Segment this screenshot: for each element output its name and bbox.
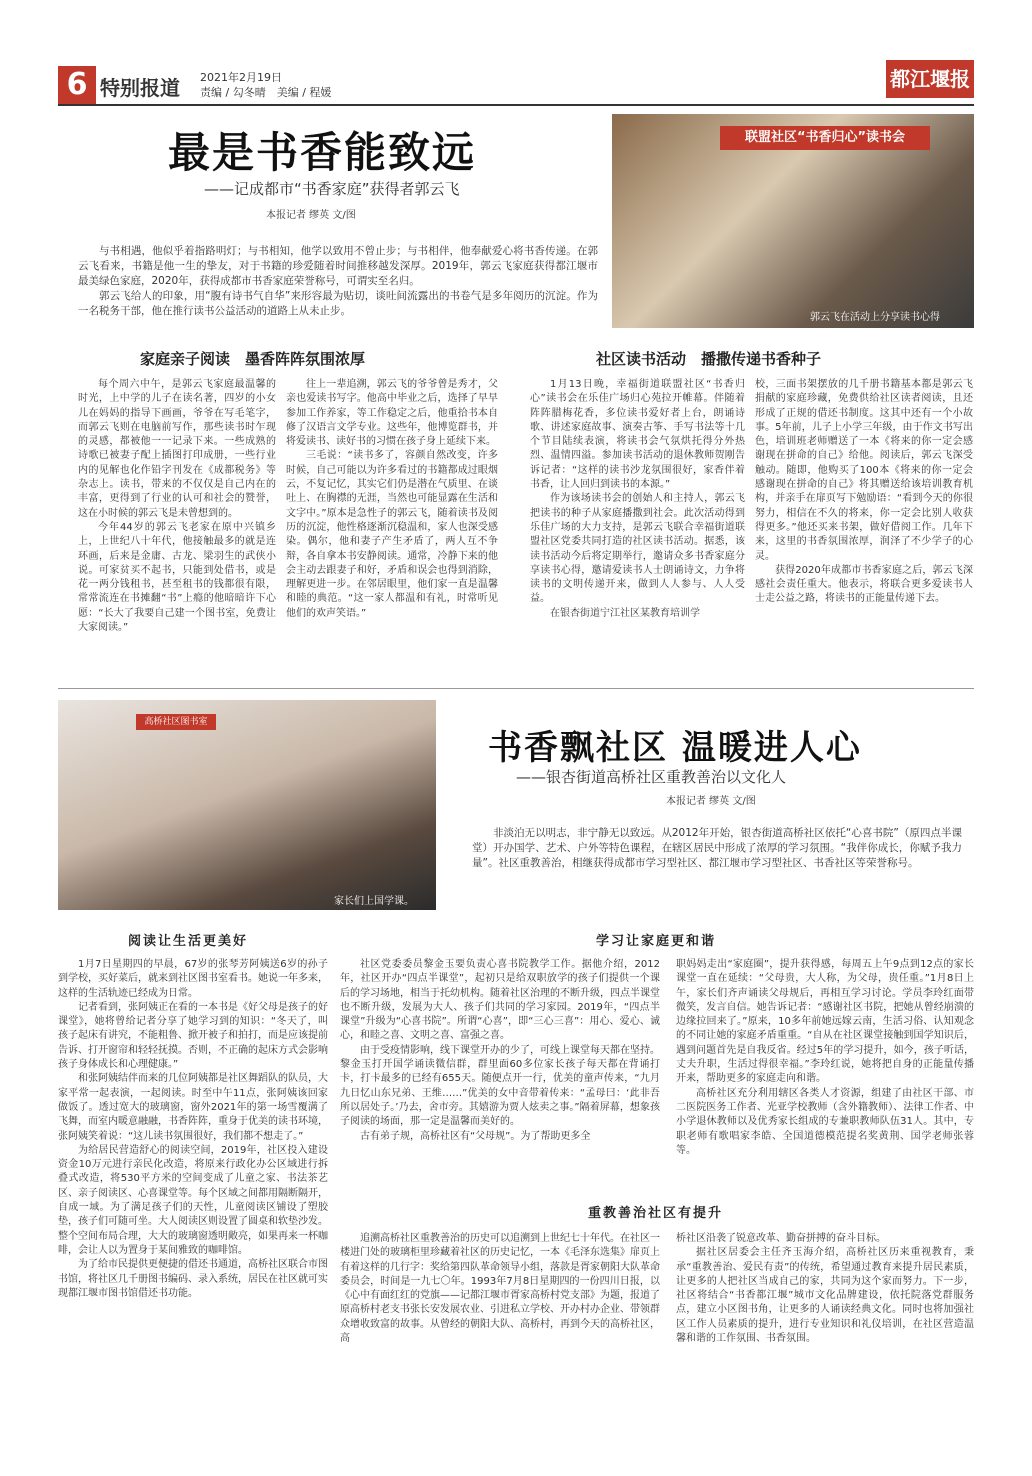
article2-title: 书香飘社区 温暖进人心	[488, 728, 862, 768]
editors: 责编 / 勾冬晴 美编 / 程媛	[200, 86, 332, 99]
paragraph: 和张阿姨结伴而来的几位阿姨都是社区舞蹈队的队员，大家平常一起表演，一起阅读。时至中午11点，张阿姨该回家做饭了。透过宽大的玻璃窗，窗外2021年的第一场雪覆满了飞舞，而室内暖意融融，书香阵阵，重身于优美的读书环境，张阿姨笑着说：“这儿读书氛围很好，我们都不想走了。”	[58, 1073, 328, 1142]
paragraph: 往上一辈追溯，郭云飞的爷爷曾是秀才，父亲也爱读书写字。他高中毕业之后，选择了早早参加工作养家，等工作稳定之后，他重拾书本自修了汉语言文学专业。这些年，他博览群书，并将爱读书、读好书的习惯在孩子身上延续下来。	[286, 379, 498, 448]
paragraph: 每个周六中午，是郭云飞家庭最温馨的时光，上中学的儿子在读名著，四岁的小女儿在妈妈的指导下画画，爷爷在写毛笔字，而郭云飞则在电脑前写作，那些读书时乍现的灵感，都被他一一记录下来。一些成熟的诗歌已被妻子配上插图打印成册，一些行业内的见解也化作铅字刊发在《成都税务》等杂志上。读书，带来的不仅仅是自己内在的丰富，更得到了行业的认可和社会的赞誉，这在小时候的郭云飞是未曾想到的。	[78, 379, 276, 519]
section1-column-2	[286, 378, 498, 678]
article1-photo-caption: 郭云飞在活动上分享读书心得	[810, 312, 940, 323]
sub-b-column-2	[676, 958, 974, 1168]
paragraph: 桥社区沿袭了锐意改革、勤奋拼搏的奋斗目标。	[676, 1233, 886, 1244]
article2-photo-caption: 家长们上国学课。	[334, 896, 414, 907]
section1-column-1	[78, 378, 276, 678]
subheading-c: 重教善治社区有提升	[588, 1206, 724, 1221]
paragraph: 校，三面书架摆放的几千册书籍基本都是郭云飞捐献的家庭珍藏，免费供给社区读者阅读，且还形成了正规的借还书制度。这其中还有一个小故事。5年前，儿子上小学三年级，由于作文书写出色，培训班老师赠送了一本《将来的你一定会感谢现在拼命的自己》给他。阅读后，郭云飞深受触动。随即，他购买了100本《将来的你一定会感谢现在拼命的自己》将其赠送给该培训教育机构，并亲手在扉页写下勉励语：“看到今天的你很努力，相信在不久的将来，你一定会比别人收获得更多。”他还买来书架，做好借阅工作。几年下来，这里的书香氛围浓厚，润泽了不少学子的心灵。	[755, 379, 973, 562]
page-number: 6	[58, 66, 96, 104]
section-name: 特别报道	[100, 76, 180, 100]
section2-heading: 社区读书活动 播撒传递书香种子	[596, 350, 822, 368]
header-meta	[200, 70, 331, 100]
section1-heading: 家庭亲子阅读 墨香阵阵氛围浓厚	[140, 350, 366, 368]
paragraph: 记者看到，张阿姨正在看的一本书是《好父母是孩子的好课堂》，她将曾给记者分享了她学习到的知识：“冬天了，叫孩子起床有讲究，不能粗鲁、掀开被子和拍打，而是应该提前告诉、打开窗帘和轻轻抚摸。否则，不正确的起床方式会影响孩子身体成长和心理健康。”	[58, 1001, 328, 1071]
paragraph: 在银杏街道宁江社区某教育培训学	[550, 607, 700, 619]
lead-paragraph: 郭云飞给人的印象，用“腹有诗书气自华”来形容最为贴切，谈吐间流露出的书卷气是多年阅历的沉淀。作为一名税务干部，他在推行读书公益活动的道路上从未止步。	[78, 290, 598, 317]
paragraph: 社区党委委员黎金玉要负责心喜书院教学工作。据他介绍，2012年，社区开办“四点半课堂”，起初只是给双职放学的孩子们提供一个课后的学习场地，相当于托幼机构。随着社区治理的不断升级，四点半课堂也不断升级，发展为大人、孩子们共同的学习家园。2019年，“四点半课堂”升级为“心喜书院”。所谓“心喜”，即“三心三喜”：用心、爱心、诚心，和睦之喜、文明之喜、富强之喜。	[340, 959, 660, 1042]
paragraph: 1月7日星期四的早晨，67岁的张琴芳阿姨送6岁的孙子到学校，买好菜后，就来到社区图书室看书。她说一年多来，这样的生活轨迹已经成为日常。	[58, 959, 328, 999]
paragraph: 职妈妈走出“家庭圈”，提升获得感，每周五上午9点到12点的家长课堂一直在延续：“父母贵，大人称，为父母，贵任重。”1月8日上午，家长们齐声诵读父母规后，再相互学习讨论。学员李玲红面带微笑，发言自信。她告诉记者：“感谢社区书院，把她从曾经崩溃的边缘拉回来了。”原来，10多年前她远嫁云南，生活习俗、认知观念的不同让她的家庭矛盾重重。“自从在社区课堂接触到国学知识后，遇到问题首先是自我反省。经过5年的学习提升，如今，孩子听话，丈夫升职，生活过得很幸福。”李玲红说，她将把自身的正能量传播开来，帮助更多的家庭走向和谐。	[676, 959, 974, 1085]
paragraph: 高桥社区充分利用辖区各类人才资源，组建了由社区干部、市二医院医务工作者、光亚学校教师（含外籍教师）、法律工作者、中小学退休教师以及优秀家长组成的专兼职教师队伍31人。其中，专职老师有歌唱家李皓、全国道德模范提名奖黄荆、国学老师张蓉等。	[676, 1087, 974, 1156]
paragraph: 为给居民营造舒心的阅读空间，2019年，社区投入建设资金10万元进行亲民化改造，将原来行政化办公区域进行拆叠式改造，将530平方米的空间变成了儿童之家、书法茶艺区、亲子阅读区、心喜课堂等。每个区域之间都用隔断隔开，自成一域。为了满足孩子们的天性，儿童阅读区铺设了塑胶垫，孩子们可随可坐。大人阅读区则设置了圆桌和软垫沙发。整个空间布局合理，大大的玻璃窗透明敞亮，如果再来一杯咖啡，会让人以为置身于某间雅致的咖啡馆。	[58, 1144, 328, 1256]
article1-lead	[78, 244, 598, 319]
photo-banner: 联盟社区“书香归心”读书会	[720, 126, 930, 150]
issue-date: 2021年2月19日	[200, 71, 282, 84]
subheading-a: 阅读让生活更美好	[128, 934, 249, 949]
article-divider	[58, 688, 974, 689]
photo-banner: 高桥社区图书室	[136, 714, 216, 730]
paragraph: 追溯高桥社区重教善治的历史可以追溯到上世纪七十年代。在社区一楼进门处的玻璃柜里珍藏着社区的历史记忆，一本《毛泽东选集》扉页上有着这样的几行字：奖给第四队革命领导小组，落款是胥家朝阳大队革命委员会，时间是一九七〇年。1993年7月8日星期四的一份四川日报，以《心中有面红红的党旗——记都江堰市胥家高桥村党支部》为题，报道了原高桥村老支书张长安发展农业、引进私立学校、开办村办企业、带领群众增收致富的故事。从曾经的朝阳大队、高桥村，再到今天的高桥社区，高	[340, 1233, 660, 1345]
lead-paragraph: 非淡泊无以明志，非宁静无以致远。从2012年开始，银杏街道高桥社区依托“心喜书院”（原四点半课堂）开办国学、艺术、户外等特色课程，在辖区居民中形成了浓厚的学习氛围。“我伴你成长，你赋予我力量”。社区重教善治，相继获得成都市学习型社区、都江堰市学习型社区、书香社区等荣誉称号。	[472, 827, 962, 869]
section2-column-1	[530, 378, 745, 678]
lead-paragraph: 与书相遇，他似乎着指路明灯；与书相知，他学以致用不曾止步；与书相伴，他奉献爱心将书香传递。在郭云飞看来，书籍是他一生的挚友，对于书籍的珍爱随着时间推移越发深厚。2019年，郭云飞家庭获得都江堰市最美绿色家庭，2020年，获得成都市书香家庭荣誉称号，可谓实至名归。	[78, 245, 598, 287]
paragraph: 据社区居委会主任齐玉海介绍，高桥社区历来重视教育，秉承“重教善治、爱民有责”的传统，希望通过教育来提升居民素质，让更多的人把社区当成自己的家，共同为这个家而努力。下一步，社区将结合“书香都江堰”城市文化品牌建设，依托院落党群服务点，建立小区图书角，让更多的人诵读经典文化。同时也将加强社区工作人员素质的提升，进行专业知识和礼仪培训，在社区营造温馨和谐的工作氛围、书香氛围。	[676, 1247, 974, 1345]
article2-photo	[58, 700, 436, 910]
paragraph: 作为该场读书会的创始人和主持人，郭云飞把读书的种子从家庭播撒到社会。此次活动得到乐佳广场的大力支持，是郭云飞联合幸福街道联盟社区党委共同打造的社区读书活动。据悉，该读书活动今后将定期举行，邀请众多书香家庭分享读书心得，邀请爱读书人士朗诵诗文，力争将读书的文明传递开来，做到人人参与、人人受益。	[530, 493, 745, 605]
article2-byline: 本报记者 缪英 文/图	[666, 796, 756, 807]
paragraph: 三毛说：“读书多了，容颜自然改变，许多时候，自己可能以为许多看过的书籍都成过眼烟云，不复记忆，其实它们仍是潜在气质里、在谈吐上、在胸襟的无涯，当然也可能显露在生活和文字中。”原本是急性子的郭云飞，随着读书及阅历的沉淀，他性格逐渐沉稳温和，家人也深受感染。偶尔，他和妻子产生矛盾了，两人互不争辩，各自拿本书安静阅读。通常，冷静下来的他会主动去跟妻子和好，矛盾和误会也得到消除，理解更进一步。在邻居眼里，他们家一直是温馨和睦的典范。“这一家人都温和有礼，时常听见他们的欢声笑语。”	[286, 450, 498, 619]
section2-column-2	[755, 378, 973, 678]
paragraph: 为了给市民提供更便捷的借还书通道，高桥社区联合市图书馆，将社区几千册图书编码、录入系统，居民在社区就可实现都江堰市图书馆借还书功能。	[58, 1259, 328, 1299]
article1-byline: 本报记者 缪英 文/图	[266, 210, 356, 221]
article2-subtitle: ——银杏街道高桥社区重教善治以文化人	[516, 768, 787, 786]
subheading-b: 学习让家庭更和谐	[596, 934, 717, 949]
article2-lead	[472, 826, 962, 871]
sub-b-column-1	[340, 958, 660, 1168]
paragraph: 获得2020年成都市书香家庭之后，郭云飞深感社会责任重大。他表示，将联合更多爱读书人士走公益之路，将读书的正能量传递下去。	[755, 564, 973, 605]
sub-c-column-2	[676, 1232, 974, 1432]
article1-title: 最是书香能致远	[168, 128, 477, 177]
article1-subtitle: ——记成都市“书香家庭”获得者郭云飞	[204, 180, 460, 198]
sub-c-column-1	[340, 1232, 660, 1432]
newspaper-logo: 都江堰报	[886, 60, 974, 98]
paragraph: 古有弟子规，高桥社区有“父母规”。为了帮助更多全	[360, 1130, 591, 1142]
paragraph: 由于受疫情影响，线下课堂开办的少了，可线上课堂每天都在坚持。黎金玉打开国学诵读微信群，群里面60多位家长孩子每天都在背诵打卡，打卡最多的已经有655天。随便点开一行，优美的童声传来，“九月九日忆山东兄弟、王维……”优美的女中音带着传来：“孟母曰：‘此非吾所以居处子。’乃去，舍市旁。其嬉游为贾人炫卖之事。”隔着屏幕，想象孩子阅读的场面，那一定是温馨而美好的。	[340, 1044, 660, 1128]
paragraph: 今年44岁的郭云飞老家在原中兴镇乡上，上世纪八十年代，他接触最多的就是连环画，后来是金庸、古龙、梁羽生的武侠小说。可家贫买不起书，只能到处借书，或是花一两分钱租书，甚至租书的钱都很有限，常常流连在书摊翻“书”上瘾的他暗暗许下心愿：“长大了我要自己建一个图书室，免费让大家阅读。”	[78, 521, 276, 634]
header-divider	[58, 104, 974, 106]
paragraph: 1月13日晚，幸福街道联盟社区“书香归心”读书会在乐佳广场归心苑拉开帷幕。伴随着阵阵腊梅花香，多位读书爱好者上台，朗诵诗歌、讲述家庭故事、演奏古筝、手写书法等十几个节目陆续表演，将读书会气氛烘托得分外热烈、温情四溢。参加读书活动的退休教师贺刚告诉记者：“这样的读书沙龙氛围很好，家香伴着书香，让人回归到读书的本源。”	[530, 379, 745, 491]
sub-a-column	[58, 958, 328, 1418]
